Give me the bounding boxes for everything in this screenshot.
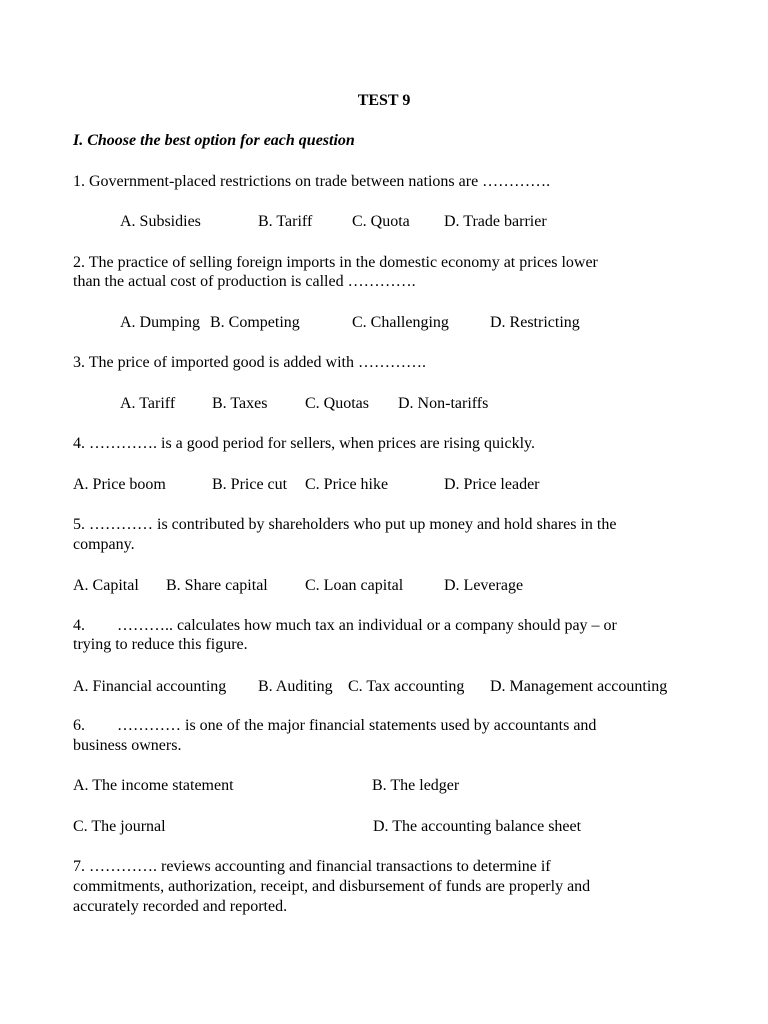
question-5-text-line-2: company. (73, 536, 135, 553)
question-1-option-d: D. Trade barrier (444, 213, 547, 230)
question-4-option-d: D. Price leader (444, 476, 540, 493)
question-5-option-d: D. Leverage (444, 577, 524, 594)
question-1-text: 1. Government-placed restrictions on trade between nations are …………. (73, 173, 551, 190)
question-5-text-line-1: 5. ………… is contributed by shareholders who put up money and hold shares in the (73, 516, 617, 533)
question-2-option-b: B. Competing (210, 314, 300, 331)
page-title: TEST 9 (357, 92, 411, 109)
question-7-text-line-2: business owners. (73, 737, 182, 754)
question-1-option-a: A. Subsidies (120, 213, 201, 230)
question-8-text-line-1: 7. …………. reviews accounting and financial transactions to determine if (73, 858, 551, 875)
question-8-text-line-2: commitments, authorization, receipt, and disbursement of funds are properly and (73, 878, 591, 895)
question-5-option-b: B. Share capital (166, 577, 268, 594)
question-6-text-line-2: trying to reduce this figure. (73, 636, 248, 653)
question-2-option-c: C. Challenging (352, 314, 449, 331)
question-3-text: 3. The price of imported good is added with …………. (73, 354, 426, 371)
question-4-option-b: B. Price cut (212, 476, 288, 493)
section-heading: I. Choose the best option for each question (73, 132, 355, 149)
question-7-option-c: C. The journal (73, 818, 166, 835)
question-3-option-a: A. Tariff (120, 395, 176, 412)
question-6-text-line-1: 4. ……….. calculates how much tax an individual or a company should pay – or (73, 617, 617, 634)
question-1-option-b: B. Tariff (258, 213, 313, 230)
question-2-text-line-2: than the actual cost of production is called …………. (73, 273, 416, 290)
question-2-option-d: D. Restricting (490, 314, 580, 331)
question-5-option-c: C. Loan capital (305, 577, 404, 594)
question-7-option-d: D. The accounting balance sheet (373, 818, 582, 835)
question-8-text-line-3: accurately recorded and reported. (73, 898, 288, 915)
question-3-option-d: D. Non-tariffs (398, 395, 489, 412)
question-7-option-a: A. The income statement (73, 777, 234, 794)
question-3-option-c: C. Quotas (305, 395, 369, 412)
question-2-option-a: A. Dumping (120, 314, 200, 331)
question-4-option-c: C. Price hike (305, 476, 389, 493)
question-7-text-line-1: 6. ………… is one of the major financial statements used by accountants and (73, 717, 597, 734)
question-7-option-b: B. The ledger (372, 777, 460, 794)
question-4-option-a: A. Price boom (73, 476, 166, 493)
question-5-option-a: A. Capital (73, 577, 139, 594)
question-6-option-b: B. Auditing (258, 678, 333, 695)
question-6-option-a: A. Financial accounting (73, 678, 227, 695)
question-4-text: 4. …………. is a good period for sellers, when prices are rising quickly. (73, 435, 535, 452)
question-2-text-line-1: 2. The practice of selling foreign imports in the domestic economy at prices lower (73, 254, 598, 271)
question-6-option-d: D. Management accounting (490, 678, 668, 695)
question-6-option-c: C. Tax accounting (348, 678, 465, 695)
question-3-option-b: B. Taxes (212, 395, 268, 412)
question-1-option-c: C. Quota (352, 213, 410, 230)
